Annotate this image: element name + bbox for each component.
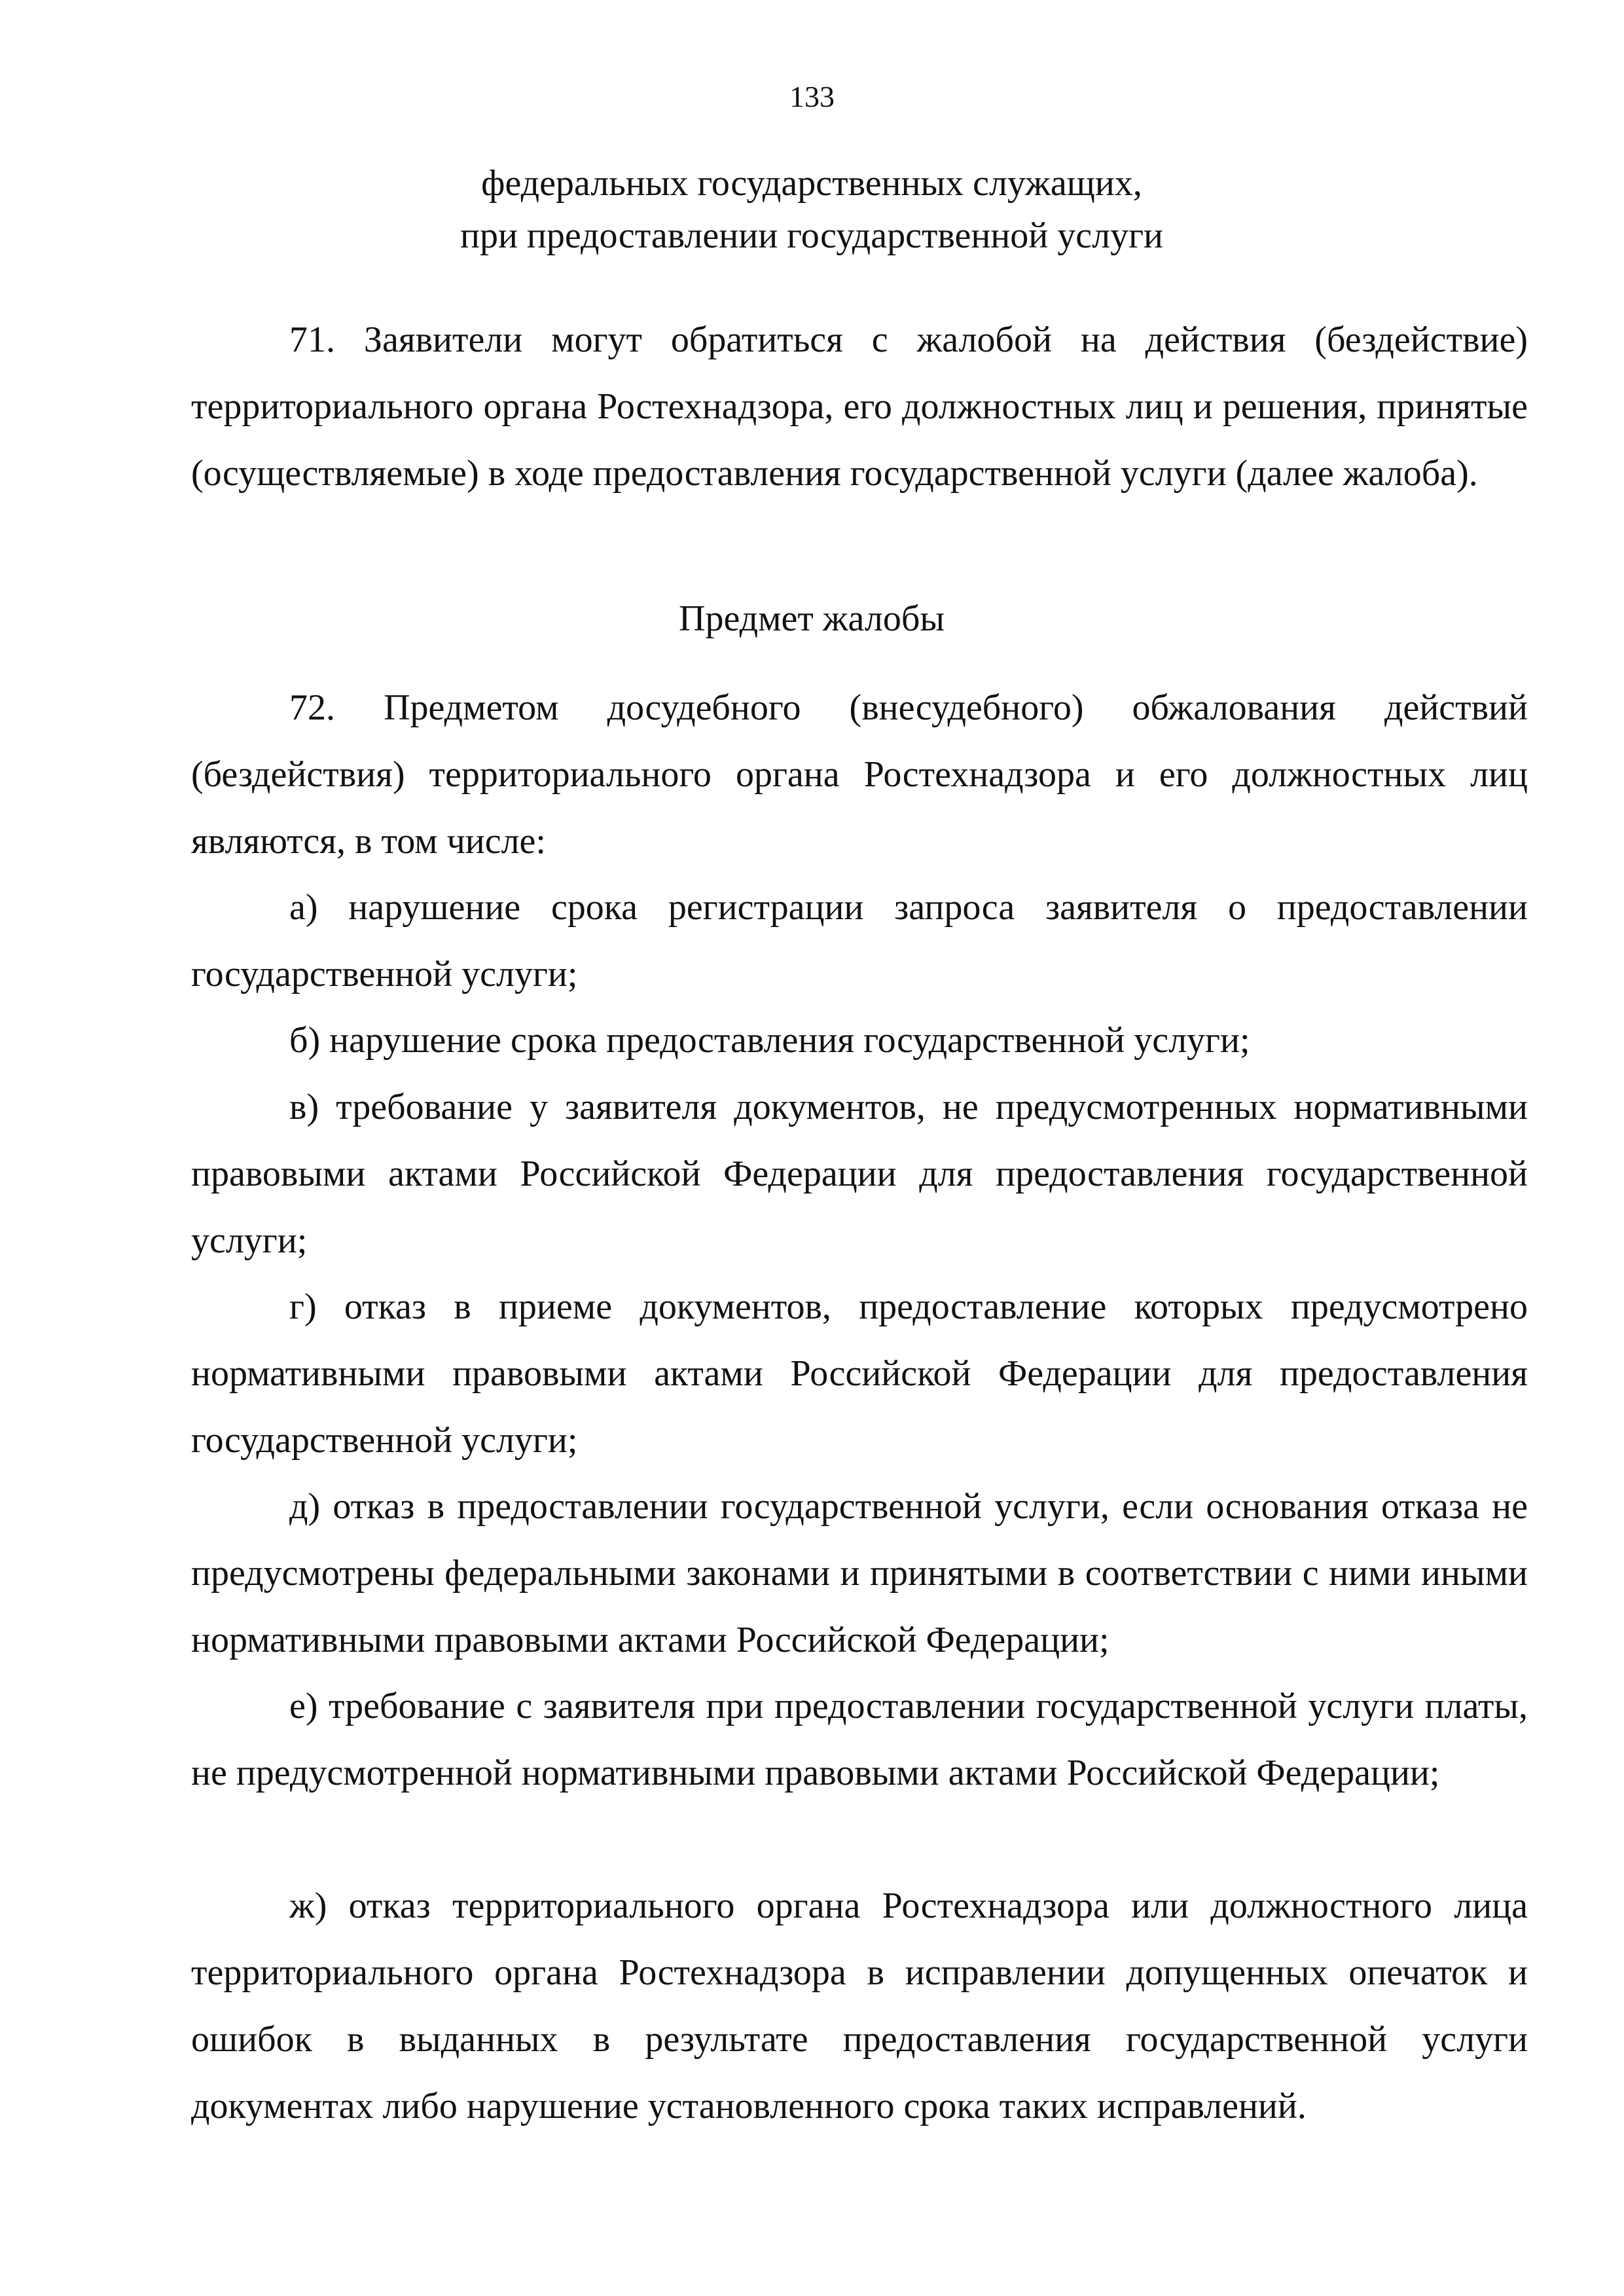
paragraph-71: 71. Заявители могут обратиться с жалобой на действия (бездействие) территориального органа Ростехнадзора, его должностных лиц и решения, принятые (осуществляемые) в ходе предоставления государственной услуги (далее жалоба). xyxy=(191,319,1528,494)
paragraph-72: 72. Предметом досудебного (внесудебного) обжалования действий (бездействия) территориального органа Ростехнадзора и его должностных лиц являются, в том числе: xyxy=(191,687,1528,862)
list-item-a: а) нарушение срока регистрации запроса заявителя о предоставлении государственной услуги; xyxy=(191,887,1528,994)
list-item-d: д) отказ в предоставлении государственной услуги, если основания отказа не предусмотрены федеральными законами и принятыми в соответствии с ними иными нормативными правовыми актами Российской Федерации; xyxy=(191,1486,1528,1660)
section-heading-line-2: при предоставлении государственной услуги xyxy=(460,215,1164,256)
subject-heading: Предмет жалобы xyxy=(679,598,945,639)
section-heading xyxy=(190,157,1434,262)
list-item-g: г) отказ в приеме документов, предоставление которых предусмотрено нормативными правовыми актами Российской Федерации для предоставления государственной услуги; xyxy=(191,1286,1528,1461)
list-item-b: б) нарушение срока предоставления государственной услуги; xyxy=(289,1020,1250,1061)
list-item-e: е) требование с заявителя при предоставлении государственной услуги платы, не предусмотренной нормативными правовыми актами Российской Федерации; xyxy=(191,1686,1528,1793)
page-number: 133 xyxy=(789,80,835,113)
list-item-v: в) требование у заявителя документов, не предусмотренных нормативными правовыми актами Российской Федерации для предоставления государственной услуги; xyxy=(191,1087,1528,1261)
section-heading-line-1: федеральных государственных служащих, xyxy=(481,163,1142,204)
list-item-zh: ж) отказ территориального органа Ростехнадзора или должностного лица территориального органа Ростехнадзора в исправлении допущенных опечаток и ошибок в выданных в результате предоставления государственной услуги документах либо нарушение установленного срока таких исправлений. xyxy=(191,1886,1528,2126)
